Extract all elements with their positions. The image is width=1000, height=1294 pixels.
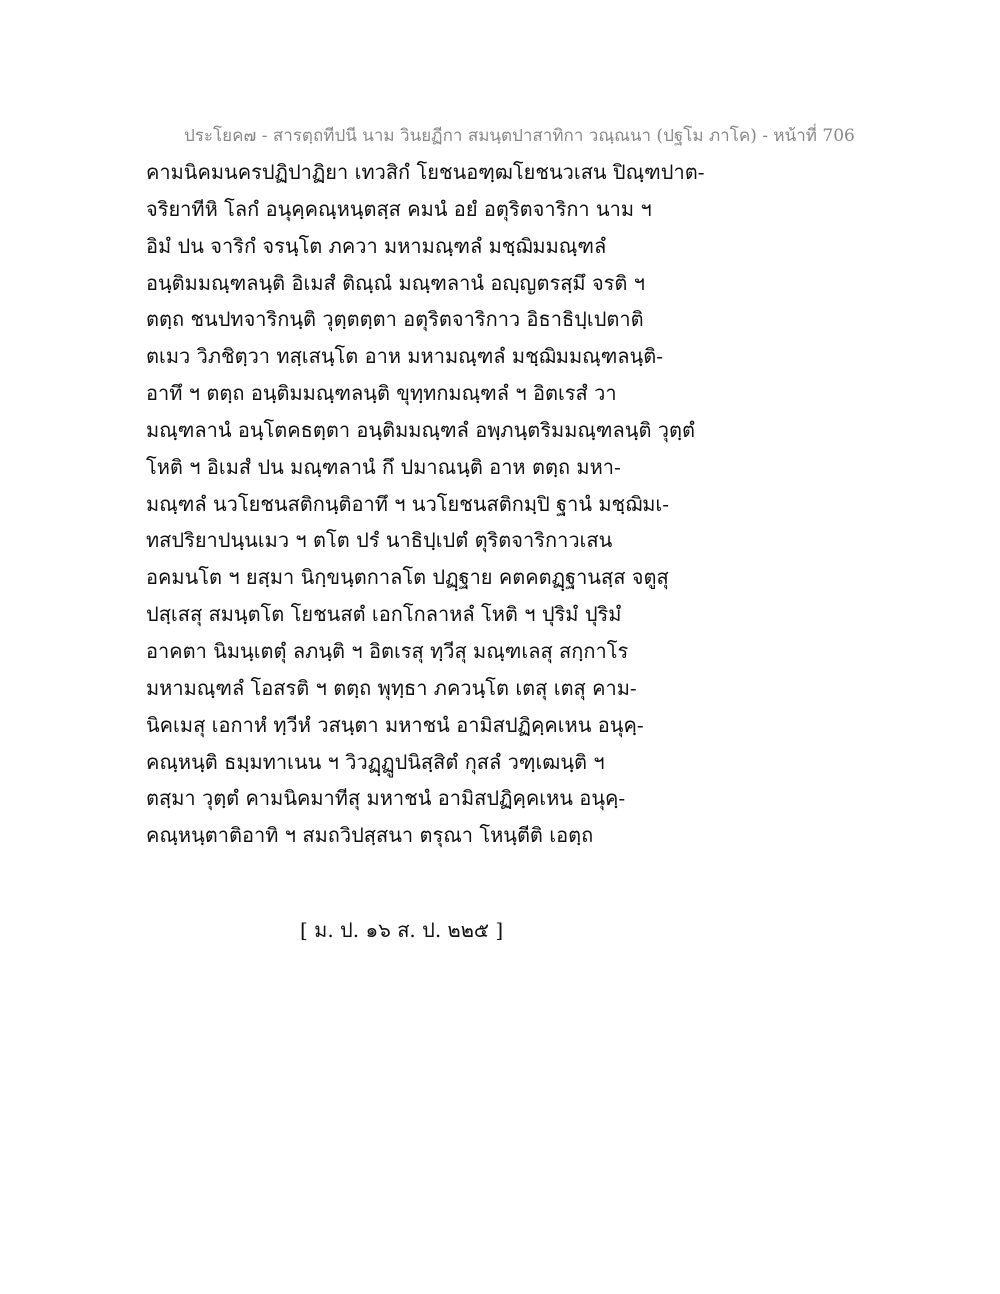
text-line: ทสปริยาปนฺนเมว ฯ ตโต ปรํ นาธิปฺเปตํ ตุริตจาริกาวเสน [146, 528, 613, 553]
text-line: มณฺฑลํ นวโยชนสติกนฺติอาทึ ฯ นวโยชนสติกมฺปิ ฐานํ มชฺฌิมเ- [146, 491, 669, 516]
text-line: ตสฺมา วุตฺตํ คามนิคมาทีสุ มหาชนํ อามิสปฏิคฺคเหน อนุคฺ- [146, 786, 626, 811]
text-line: โหติ ฯ อิเมสํ ปน มณฺฑลานํ กึ ปมาณนฺติ อาห ตตฺถ มหา- [146, 454, 621, 479]
text-line: นิคเมสุ เอกาหํ ทฺวีหํ วสนฺตา มหาชนํ อามิสปฏิคฺคเหน อนุคฺ- [146, 712, 644, 737]
text-line: มณฺฑลานํ อนฺโตคธตฺตา อนฺติมมณฺฑลํ อพฺภนฺตริมมณฺฑลนฺติ วุตฺตํ [146, 417, 696, 442]
text-line: คณฺหนฺตาติอาทิ ฯ สมถวิปสฺสนา ตรุณา โหนฺตีติ เอตฺถ [146, 823, 594, 848]
text-line: อนฺติมมณฺฑลนฺติ อิเมสํ ติณฺณํ มณฺฑลานํ อญฺญตรสฺมึ จรติ ฯ [146, 270, 645, 295]
body-text [146, 158, 846, 858]
text-line: จริยาทีหิ โลกํ อนุคฺคณฺหนฺตสฺส คมนํ อยํ อตุริตจาริกา นาม ฯ [146, 196, 652, 221]
text-line: อิมํ ปน จาริกํ จรนฺโต ภควา มหามณฺฑลํ มชฺฌิมมณฺฑลํ [146, 233, 607, 258]
text-line: คณฺหนฺติ ธมฺมทาเนน ฯ วิวฏฺฏูปนิสฺสิตํ กุสลํ วฑฺเฒนฺติ ฯ [146, 749, 605, 774]
page-reference: [ ม. ป. ๑๖ ส. ป. ๒๒๕ ] [300, 918, 504, 942]
text-line: อาคตา นิมนฺเตตุํ ลภนฺติ ฯ อิตเรสุ ทฺวีสุ มณฺฑเลสุ สกฺกาโร [146, 638, 629, 663]
text-line: ปสฺเสสุ สมนฺตโต โยชนสตํ เอกโกลาหลํ โหติ ฯ ปุริมํ ปุริมํ [146, 602, 622, 627]
text-line: อคมนโต ฯ ยสฺมา นิกฺขนฺตกาลโต ปฏฺฐาย คตคตฏฺฐานสฺส จตูสุ [146, 565, 669, 590]
text-line: ตเมว วิภชิตฺวา ทสฺเสนฺโต อาห มหามณฺฑลํ มชฺฌิมมณฺฑลนฺติ- [146, 344, 663, 369]
running-header: ประโยค๗ - สารตฺถทีปนี นาม วินยฏีกา สมนฺตปาสาทิกา วณฺณนา (ปฐโม ภาโค) - หน้าที่ 706 [184, 126, 855, 146]
text-line: คามนิคมนครปฏิปาฏิยา เทวสิกํ โยชนอฑฺฒโยชนวเสน ปิณฺฑปาต- [146, 160, 705, 184]
text-line: มหามณฺฑลํ โอสรติ ฯ ตตฺถ พุทฺธา ภควนฺโต เตสุ เตสุ คาม- [146, 675, 637, 700]
text-line: ตตฺถ ชนปทจาริกนฺติ วุตฺตตฺตา อตุริตจาริกาว อิธาธิปฺเปตาติ [146, 307, 644, 332]
text-line: อาทึ ฯ ตตฺถ อนฺติมมณฺฑลนฺติ ขุทฺทกมณฺฑลํ ฯ อิตเรสํ วา [146, 381, 617, 406]
